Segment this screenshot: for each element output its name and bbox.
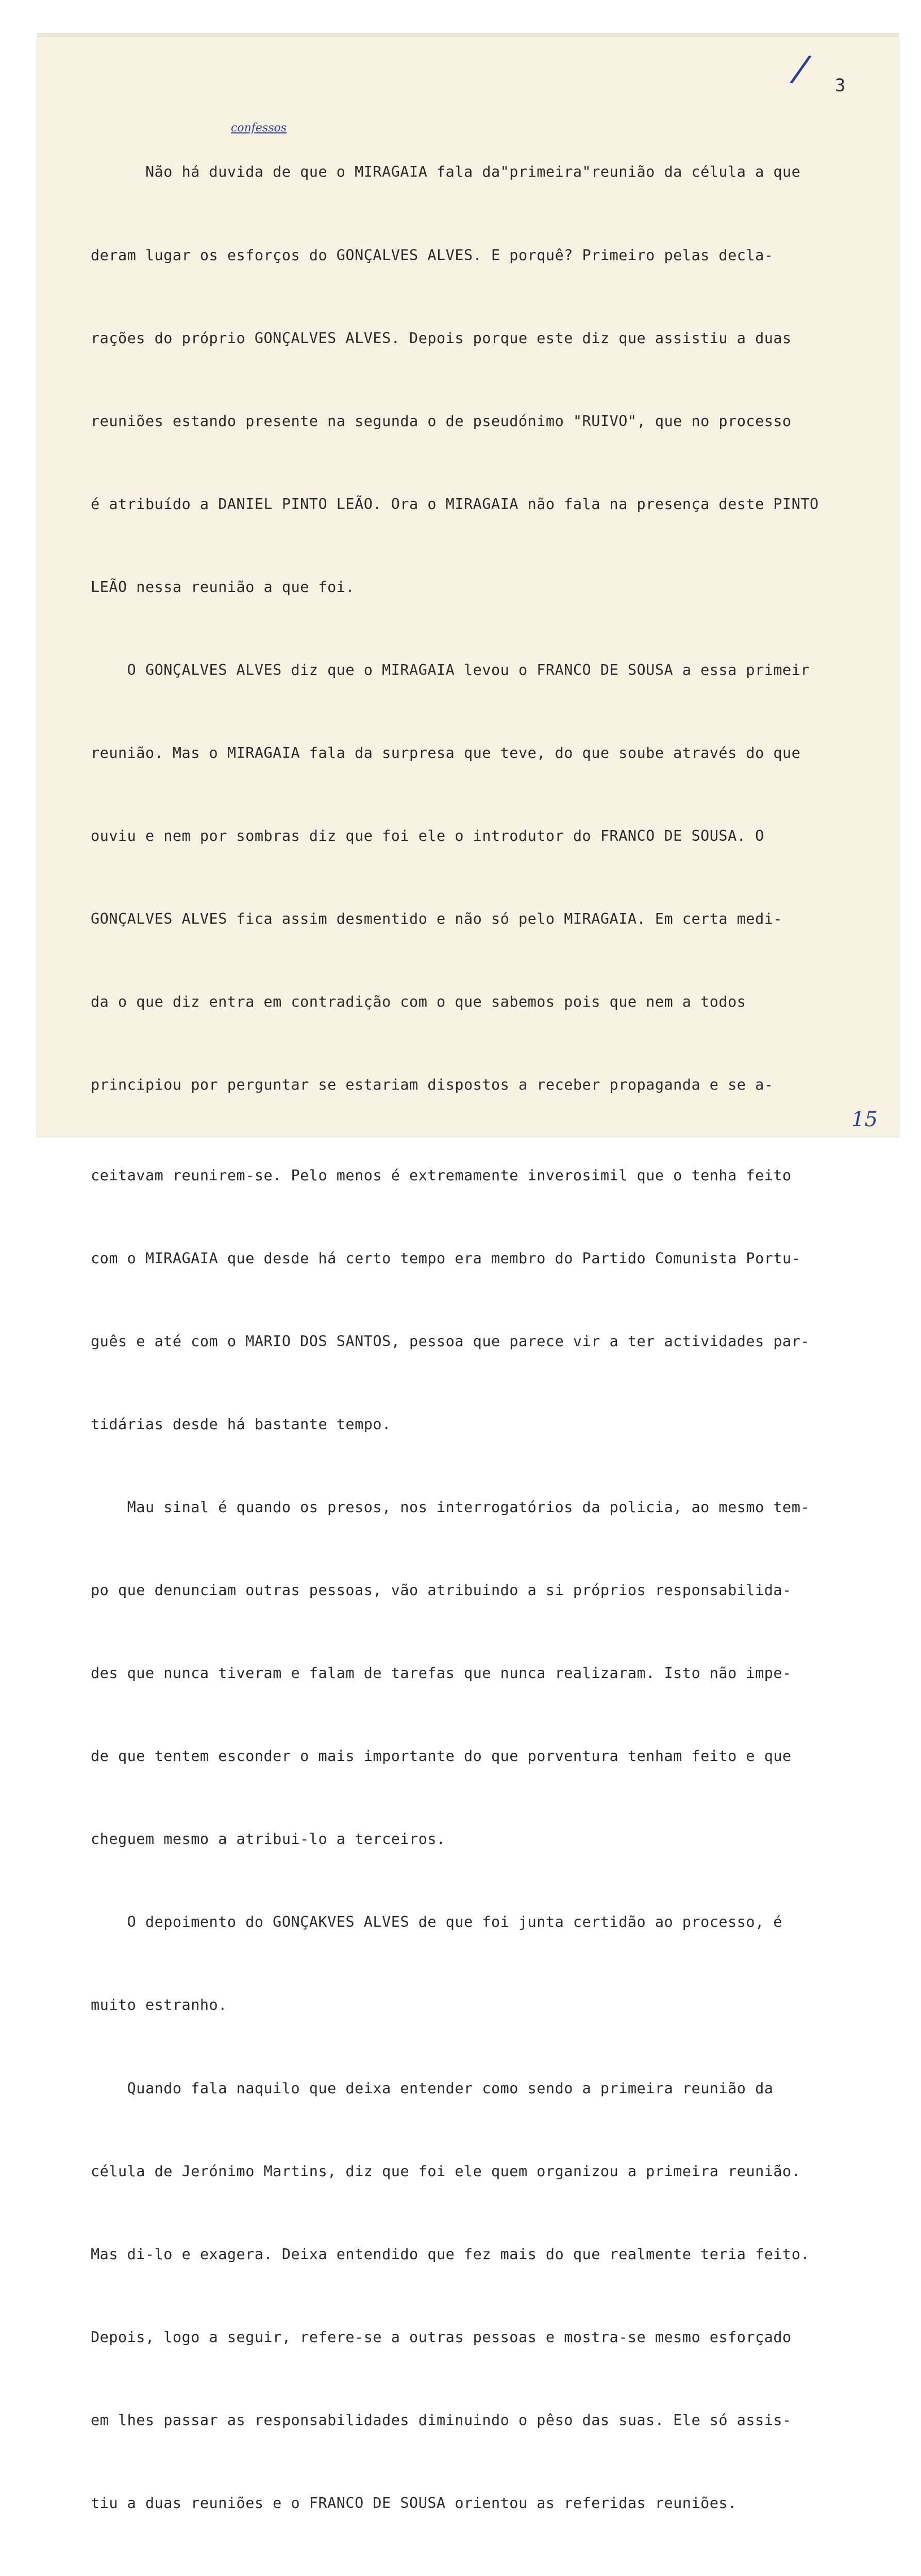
text-line: deram lugar os esforços do GONÇALVES ALVES. E porquê? Primeiro pelas decla- <box>91 246 774 264</box>
body-text <box>91 103 895 2576</box>
text-line: de que tentem esconder o mais importante do que porventura tenham feito e que <box>91 1748 792 1765</box>
text-line: Quando fala naquilo que deixa entender como sendo a primeira reunião da <box>91 2079 774 2097</box>
paper-top-edge <box>37 33 899 37</box>
text-line: LEÃO nessa reunião a que foi. <box>91 578 355 596</box>
text-line: Depois, logo a seguir, refere-se a outras pessoas e mostra-se mesmo esforçado <box>91 2328 792 2346</box>
text-line: O depoimento do GONÇAKVES ALVES de que foi junta certidão ao processo, é <box>91 1913 783 1931</box>
text-line: reunião. Mas o MIRAGAIA fala da surpresa que teve, do que soube através do que <box>91 744 801 762</box>
text-line: célula de Jerónimo Martins, diz que foi ele quem organizou a primeira reunião. <box>91 2162 801 2180</box>
text-line: muito estranho. <box>91 1996 227 2014</box>
text-line: cheguem mesmo a atribui-lo a terceiros. <box>91 1831 446 1848</box>
text-line: principiou por perguntar se estariam dispostos a receber propaganda e se a- <box>91 1076 774 1094</box>
text-line: Mau sinal é quando os presos, nos interrogatórios da policia, ao mesmo tem- <box>91 1498 810 1516</box>
text-line: tiu a duas reuniões e o FRANCO DE SOUSA orientou as referidas reuniões. <box>91 2495 737 2512</box>
handwritten-sheet-number: 15 <box>851 1108 878 1131</box>
text-line: tidárias desde há bastante tempo. <box>91 1415 391 1433</box>
text-line: em lhes passar as responsabilidades diminuindo o pêso das suas. Ele só assis- <box>91 2411 792 2429</box>
text-line: é atribuído a DANIEL PINTO LEÃO. Ora o MIRAGAIA não fala na presença deste PINTO <box>91 495 819 513</box>
handwritten-insertion: confessos <box>231 122 287 134</box>
text-line: GONÇALVES ALVES fica assim desmentido e não só pelo MIRAGAIA. Em certa medi- <box>91 910 783 928</box>
page-number: 3 <box>835 75 846 96</box>
text-line: Mas di-lo e exagera. Deixa entendido que fez mais do que realmente teria feito. <box>91 2245 810 2263</box>
text-line: guês e até com o MARIO DOS SANTOS, pessoa que parece vir a ter actividades par- <box>91 1332 810 1350</box>
text-line: com o MIRAGAIA que desde há certo tempo era membro do Partido Comunista Portu- <box>91 1249 801 1267</box>
text-line: reuniões estando presente na segunda o de pseudónimo "RUIVO", que no processo <box>91 412 792 430</box>
text-line: des que nunca tiveram e falam de tarefas que nunca realizaram. Isto não impe- <box>91 1665 792 1682</box>
text-line: ouviu e nem por sombras diz que foi ele o introdutor do FRANCO DE SOUSA. O <box>91 827 764 845</box>
text-line <box>91 2572 895 2576</box>
text-line: da o que diz entra em contradição com o que sabemos pois que nem a todos <box>91 993 746 1011</box>
text-line: ceitavam reunirem-se. Pelo menos é extremamente inverosimil que o tenha feito <box>91 1166 792 1184</box>
text-line: O GONÇALVES ALVES diz que o MIRAGAIA levou o FRANCO DE SOUSA a essa primeir <box>91 661 810 679</box>
text-line: rações do próprio GONÇALVES ALVES. Depois porque este diz que assistiu a duas <box>91 329 792 347</box>
text-line: po que denunciam outras pessoas, vão atribuindo a si próprios responsabilida- <box>91 1582 792 1599</box>
folio-mark: / <box>792 46 810 91</box>
text-line: Não há duvida de que o MIRAGAIA fala da"primeira"reunião da célula a que <box>91 163 801 181</box>
